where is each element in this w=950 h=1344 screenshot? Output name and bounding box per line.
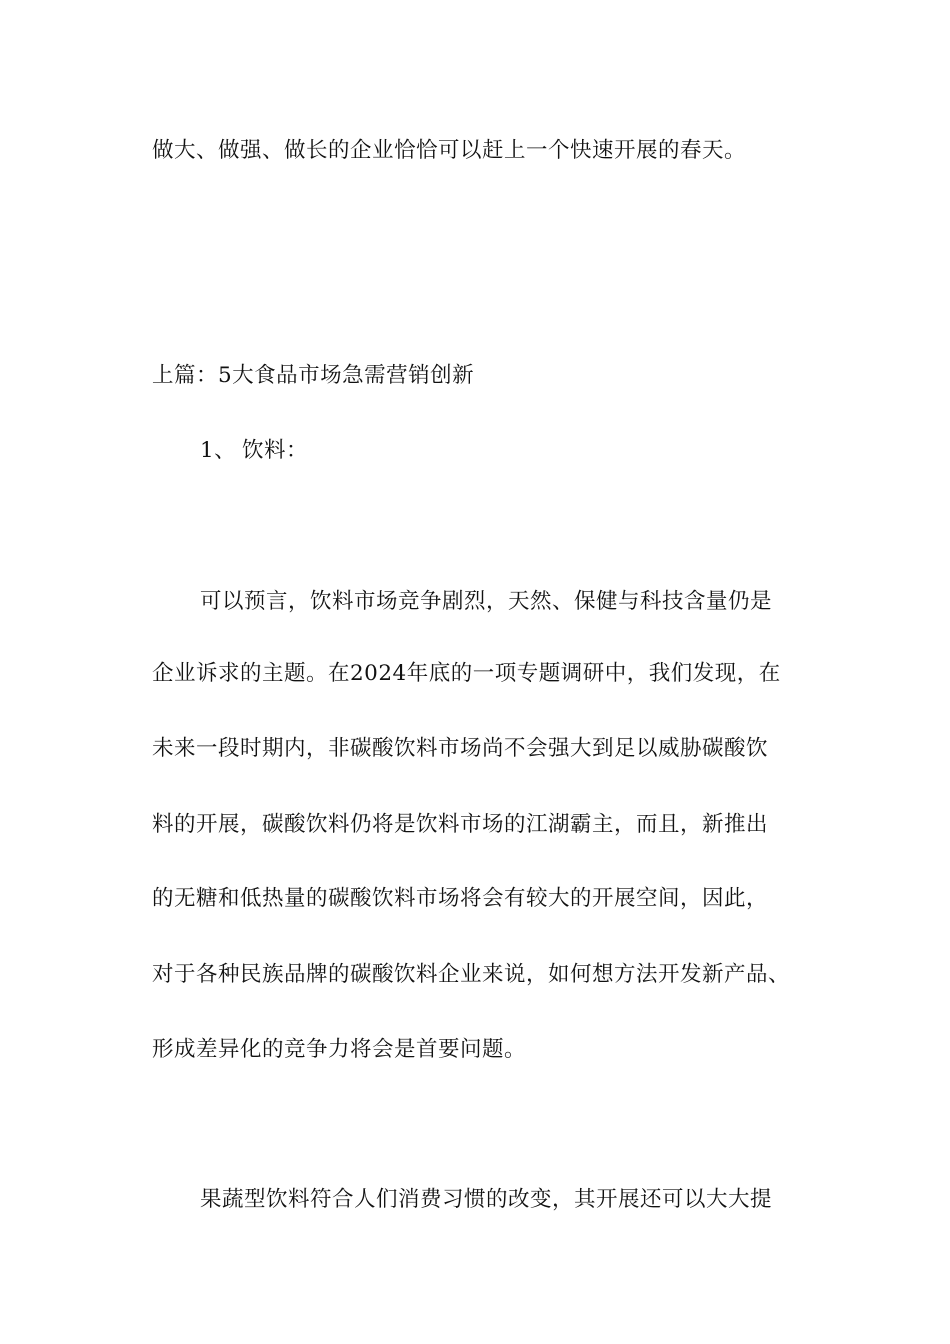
- paragraph-line: 可以预言，饮料市场竞争剧烈，天然、保健与科技含量仍是: [200, 589, 773, 614]
- paragraph-line: 未来一段时期内，非碳酸饮料市场尚不会强大到足以威胁碳酸饮: [152, 736, 769, 761]
- paragraph-line: 形成差异化的竞争力将会是首要问题。: [152, 1037, 527, 1062]
- list-item-beverages: [200, 437, 308, 465]
- paragraph-line: 对于各种民族品牌的碳酸饮料企业来说，如何想方法开发新产品、: [152, 962, 791, 987]
- intro-text-line: 做大、做强、做长的企业恰恰可以赶上一个快速开展的春天。: [152, 138, 747, 163]
- list-item-number: 1、: [200, 438, 237, 463]
- paragraph-line: 料的开展，碳酸饮料仍将是饮料市场的江湖霸主，而且，新推出: [152, 812, 769, 837]
- list-item-label: 饮料：: [242, 438, 309, 463]
- paragraph-line: 的无糖和低热量的碳酸饮料市场将会有较大的开展空间，因此，: [152, 886, 769, 911]
- section-heading: 上篇：5大食品市场急需营销创新: [152, 363, 475, 388]
- paragraph-line: 企业诉求的主题。在2024年底的一项专题调研中，我们发现，在: [152, 661, 781, 686]
- paragraph-line: 果蔬型饮料符合人们消费习惯的改变，其开展还可以大大提: [200, 1187, 773, 1212]
